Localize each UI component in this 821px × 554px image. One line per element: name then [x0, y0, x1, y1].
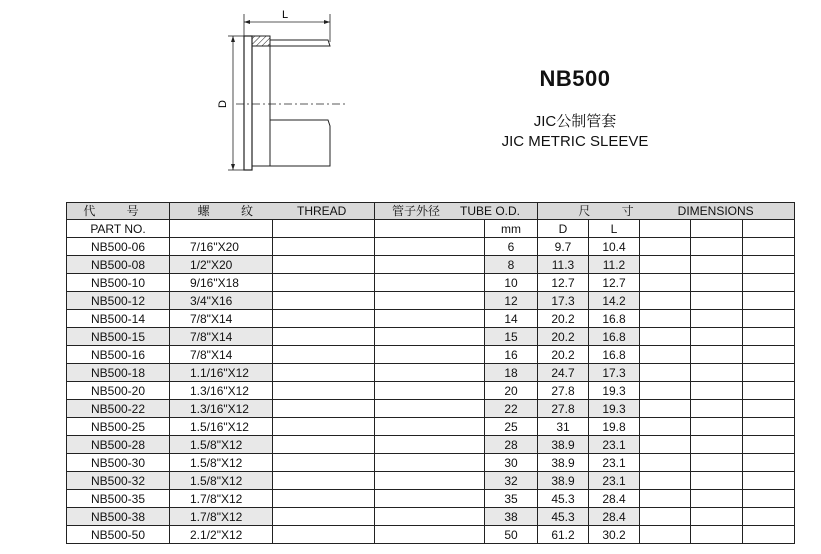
empty-cell: [743, 454, 795, 472]
empty-cell: [743, 346, 795, 364]
table-row: [67, 400, 795, 418]
dim-d-cell: 24.7: [538, 364, 589, 382]
thread-cell: 7/8"X14: [170, 328, 273, 346]
tube-od-cell: 22: [485, 400, 538, 418]
dim-l-cell: 17.3: [589, 364, 640, 382]
thread-cell: 9/16"X18: [170, 274, 273, 292]
table-row: [67, 436, 795, 454]
dim-l-cell: 19.8: [589, 418, 640, 436]
empty-cell: [640, 328, 691, 346]
empty-cell: [375, 526, 485, 544]
thread-cell: 1.5/8"X12: [170, 454, 273, 472]
empty-cell: [640, 508, 691, 526]
dim-d-cell: 9.7: [538, 238, 589, 256]
dim-d-cell: 27.8: [538, 400, 589, 418]
empty-cell: [691, 382, 743, 400]
header-tube-od: 管子外径 TUBE O.D.: [375, 203, 538, 220]
thread-cell: 7/8"X14: [170, 346, 273, 364]
dim-l-cell: 11.2: [589, 256, 640, 274]
spec-table: [66, 202, 795, 544]
table-row: [67, 328, 795, 346]
dim-d-cell: 17.3: [538, 292, 589, 310]
empty-cell: [743, 364, 795, 382]
empty-cell: [640, 382, 691, 400]
header-part-cn: 代 号: [67, 203, 170, 220]
empty-cell: [691, 292, 743, 310]
header-dimensions: 尺 寸 DIMENSIONS: [538, 203, 795, 220]
thread-cell: 2.1/2"X12: [170, 526, 273, 544]
empty-cell: [375, 436, 485, 454]
empty-cell: [640, 292, 691, 310]
empty-cell: [273, 346, 375, 364]
empty-cell: [375, 274, 485, 292]
part-no-cell: NB500-14: [67, 310, 170, 328]
dim-l-cell: 28.4: [589, 508, 640, 526]
dim-l-cell: 23.1: [589, 454, 640, 472]
empty-cell: [743, 274, 795, 292]
empty-cell: [691, 526, 743, 544]
empty-cell: [273, 454, 375, 472]
empty-cell: [375, 454, 485, 472]
table-row: [67, 526, 795, 544]
table-row: [67, 382, 795, 400]
table-row: [67, 454, 795, 472]
empty-cell: [273, 490, 375, 508]
empty-cell: [375, 490, 485, 508]
empty-cell: [743, 310, 795, 328]
empty-cell: [691, 454, 743, 472]
header-row-1: [67, 203, 795, 220]
dim-d-cell: 20.2: [538, 346, 589, 364]
tube-od-cell: 6: [485, 238, 538, 256]
empty-cell: [640, 238, 691, 256]
empty-cell: [273, 400, 375, 418]
header-part-no: PART NO.: [67, 220, 170, 238]
tube-od-cell: 16: [485, 346, 538, 364]
empty-cell: [691, 346, 743, 364]
thread-cell: 1/2"X20: [170, 256, 273, 274]
product-name-en: JIC METRIC SLEEVE: [501, 133, 649, 150]
empty-cell: [691, 274, 743, 292]
thread-cell: 1.3/16"X12: [170, 400, 273, 418]
table-row: [67, 292, 795, 310]
empty-cell: [375, 400, 485, 418]
tube-od-cell: 38: [485, 508, 538, 526]
tube-od-cell: 12: [485, 292, 538, 310]
tube-od-cell: 28: [485, 436, 538, 454]
header-thread: 螺 纹 THREAD: [170, 203, 375, 220]
empty-cell: [691, 472, 743, 490]
table-row: [67, 274, 795, 292]
empty-cell: [375, 346, 485, 364]
tube-od-cell: 8: [485, 256, 538, 274]
part-no-cell: NB500-18: [67, 364, 170, 382]
empty-cell: [375, 328, 485, 346]
empty-cell: [743, 382, 795, 400]
dim-d-cell: 31: [538, 418, 589, 436]
dim-d-cell: 20.2: [538, 310, 589, 328]
thread-cell: 7/16"X20: [170, 238, 273, 256]
table-row: [67, 364, 795, 382]
table-row: [67, 418, 795, 436]
empty-cell: [375, 238, 485, 256]
empty-cell: [640, 256, 691, 274]
empty-cell: [640, 400, 691, 418]
thread-cell: 1.5/8"X12: [170, 472, 273, 490]
empty-cell: [743, 472, 795, 490]
empty-cell: [691, 328, 743, 346]
table-row: [67, 238, 795, 256]
part-no-cell: NB500-35: [67, 490, 170, 508]
diameter-label: D: [217, 100, 229, 108]
dim-l-cell: 19.3: [589, 400, 640, 418]
part-no-cell: NB500-16: [67, 346, 170, 364]
empty-cell: [640, 346, 691, 364]
tube-od-cell: 32: [485, 472, 538, 490]
empty-cell: [640, 490, 691, 508]
part-no-cell: NB500-12: [67, 292, 170, 310]
empty-cell: [273, 526, 375, 544]
empty-cell: [273, 328, 375, 346]
empty-cell: [375, 310, 485, 328]
thread-cell: 1.5/16"X12: [170, 418, 273, 436]
model-number: NB500: [539, 66, 611, 91]
empty-cell: [375, 418, 485, 436]
empty-cell: [375, 382, 485, 400]
header-col-d: D: [538, 220, 589, 238]
title-block: [470, 66, 680, 150]
product-name-cn: JIC公制管套: [533, 113, 617, 130]
tube-od-cell: 14: [485, 310, 538, 328]
tube-od-cell: 50: [485, 526, 538, 544]
empty-cell: [691, 256, 743, 274]
part-no-cell: NB500-06: [67, 238, 170, 256]
empty-cell: [375, 364, 485, 382]
empty-cell: [691, 310, 743, 328]
dim-l-cell: 23.1: [589, 472, 640, 490]
part-no-cell: NB500-22: [67, 400, 170, 418]
empty-cell: [375, 292, 485, 310]
part-no-cell: NB500-28: [67, 436, 170, 454]
dim-l-cell: 30.2: [589, 526, 640, 544]
empty-cell: [691, 508, 743, 526]
part-no-cell: NB500-30: [67, 454, 170, 472]
dim-l-cell: 12.7: [589, 274, 640, 292]
tube-od-cell: 18: [485, 364, 538, 382]
dim-l-cell: 16.8: [589, 346, 640, 364]
part-no-cell: NB500-20: [67, 382, 170, 400]
thread-cell: 1.7/8"X12: [170, 508, 273, 526]
tube-od-cell: 35: [485, 490, 538, 508]
empty-cell: [743, 238, 795, 256]
empty-cell: [640, 526, 691, 544]
empty-cell: [743, 328, 795, 346]
empty-cell: [273, 436, 375, 454]
table-row: [67, 508, 795, 526]
part-no-cell: NB500-50: [67, 526, 170, 544]
empty-cell: [691, 418, 743, 436]
thread-cell: 1.7/8"X12: [170, 490, 273, 508]
dim-l-cell: 14.2: [589, 292, 640, 310]
empty-cell: [273, 292, 375, 310]
table-row: [67, 490, 795, 508]
length-label: L: [281, 9, 289, 21]
dim-l-cell: 23.1: [589, 436, 640, 454]
empty-cell: [375, 256, 485, 274]
tube-od-cell: 25: [485, 418, 538, 436]
dim-d-cell: 11.3: [538, 256, 589, 274]
empty-cell: [743, 256, 795, 274]
empty-cell: [691, 238, 743, 256]
empty-cell: [640, 472, 691, 490]
table-row: [67, 346, 795, 364]
dim-d-cell: 38.9: [538, 436, 589, 454]
empty-cell: [375, 508, 485, 526]
empty-cell: [743, 508, 795, 526]
thread-cell: 7/8"X14: [170, 310, 273, 328]
dim-d-cell: 38.9: [538, 472, 589, 490]
dim-d-cell: 27.8: [538, 382, 589, 400]
thread-cell: 1.1/16"X12: [170, 364, 273, 382]
dim-d-cell: 61.2: [538, 526, 589, 544]
dim-d-cell: 38.9: [538, 454, 589, 472]
empty-cell: [273, 508, 375, 526]
part-no-cell: NB500-25: [67, 418, 170, 436]
empty-cell: [743, 418, 795, 436]
empty-cell: [640, 418, 691, 436]
part-no-cell: NB500-38: [67, 508, 170, 526]
table-row: [67, 310, 795, 328]
empty-cell: [743, 490, 795, 508]
empty-cell: [691, 364, 743, 382]
tube-od-cell: 30: [485, 454, 538, 472]
header-tube-unit: mm: [485, 220, 538, 238]
empty-cell: [743, 526, 795, 544]
empty-cell: [273, 364, 375, 382]
table-row: [67, 472, 795, 490]
table-row: [67, 256, 795, 274]
dim-d-cell: 12.7: [538, 274, 589, 292]
part-no-cell: NB500-15: [67, 328, 170, 346]
empty-cell: [273, 418, 375, 436]
tube-od-cell: 20: [485, 382, 538, 400]
empty-cell: [273, 382, 375, 400]
header-col-l: L: [589, 220, 640, 238]
empty-cell: [640, 364, 691, 382]
dim-l-cell: 28.4: [589, 490, 640, 508]
empty-cell: [273, 238, 375, 256]
empty-cell: [640, 310, 691, 328]
empty-cell: [691, 490, 743, 508]
empty-cell: [743, 400, 795, 418]
empty-cell: [375, 472, 485, 490]
header-row-2: [67, 220, 795, 238]
dim-d-cell: 20.2: [538, 328, 589, 346]
dim-l-cell: 10.4: [589, 238, 640, 256]
tube-od-cell: 10: [485, 274, 538, 292]
empty-cell: [691, 400, 743, 418]
dim-d-cell: 45.3: [538, 508, 589, 526]
thread-cell: 1.3/16"X12: [170, 382, 273, 400]
thread-cell: 1.5/8"X12: [170, 436, 273, 454]
empty-cell: [743, 292, 795, 310]
part-no-cell: NB500-08: [67, 256, 170, 274]
thread-cell: 3/4"X16: [170, 292, 273, 310]
part-no-cell: NB500-32: [67, 472, 170, 490]
dim-l-cell: 16.8: [589, 310, 640, 328]
dim-l-cell: 16.8: [589, 328, 640, 346]
part-no-cell: NB500-10: [67, 274, 170, 292]
empty-cell: [273, 310, 375, 328]
empty-cell: [691, 436, 743, 454]
empty-cell: [640, 454, 691, 472]
empty-cell: [743, 436, 795, 454]
sleeve-drawing: [200, 0, 360, 185]
dim-l-cell: 19.3: [589, 382, 640, 400]
empty-cell: [640, 274, 691, 292]
dim-d-cell: 45.3: [538, 490, 589, 508]
empty-cell: [273, 256, 375, 274]
tube-od-cell: 15: [485, 328, 538, 346]
empty-cell: [273, 274, 375, 292]
empty-cell: [640, 436, 691, 454]
empty-cell: [273, 472, 375, 490]
